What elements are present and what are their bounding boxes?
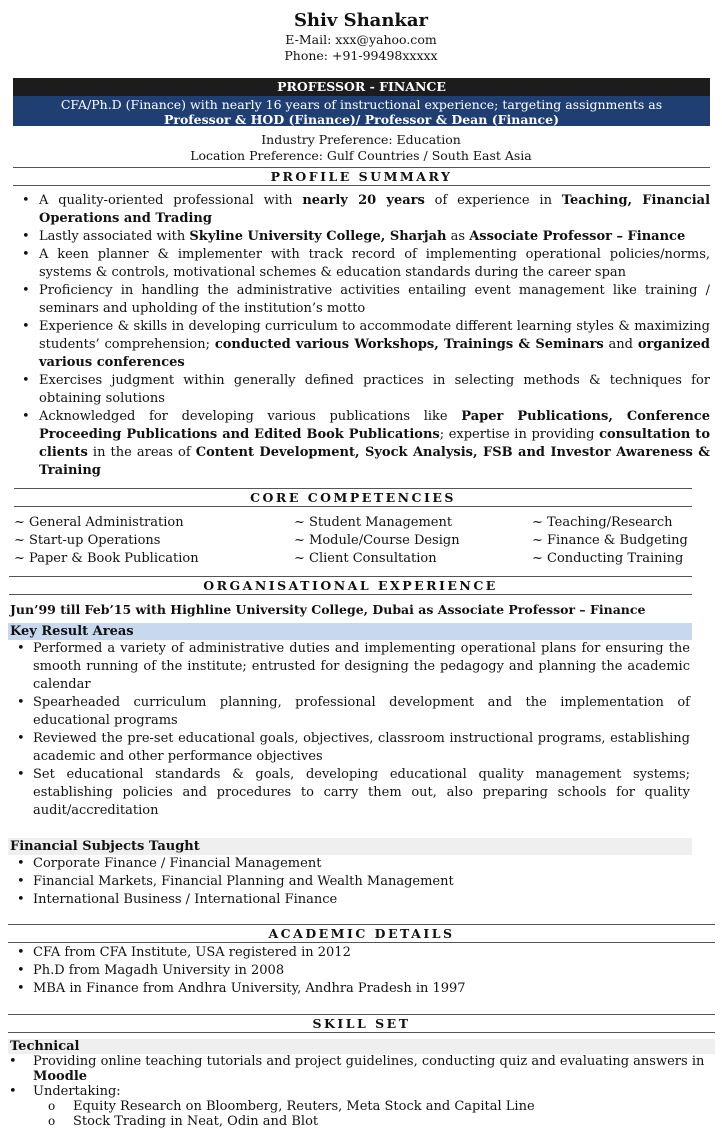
technical-heading: Technical [8,1039,715,1054]
list-item: o Stock Trading in Neat, Odin and Blot [48,1114,722,1129]
core-competencies-heading: CORE COMPETENCIES [14,488,692,507]
profile-summary-list [13,192,710,480]
list-item: • Lastly associated with Skyline University College, Sharjah as Associate Professor – Finance [13,228,710,246]
list-item: • Acknowledged for developing various publications like Paper Publications, Conference Proceeding Publications and Edited Book Publications; expertise in providing consultation to clients in the areas of Content Development, Syock Analysis, FSB and Investor Awareness & Training [13,408,710,480]
list-item: • Performed a variety of administrative duties and implementing operational plans for ensuring the smooth running of the institute; entrusted for designing the pedagogy and planning the academic calendar [8,640,690,694]
email-line: E-Mail: xxx@yahoo.com [285,32,437,47]
candidate-name: Shiv Shankar [293,10,429,31]
objective-banner [13,96,710,126]
skill-list [8,1054,715,1099]
competency-item: ~ Start-up Operations [14,533,161,548]
list-item: • A keen planner & implementer with track record of implementing operational policies/norms, systems & controls, motivational schemes & education standards during the career span [13,246,710,282]
competency-item: ~ Paper & Book Publication [14,551,199,566]
list-item: • Undertaking: [8,1084,715,1099]
profile-summary-heading: PROFILE SUMMARY [13,167,710,186]
list-item: • Spearheaded curriculum planning, professional development and the implementation of educational programs [8,694,690,730]
key-result-areas-list [8,640,690,820]
financial-subjects-heading: Financial Subjects Taught [8,838,692,855]
list-item: • Providing online teaching tutorials and project guidelines, conducting quiz and evaluating answers in Moodle [8,1054,715,1084]
list-item: • Financial Markets, Financial Planning and Wealth Management [8,873,690,891]
target-roles: Professor & HOD (Finance)/ Professor & Dean (Finance) [163,112,559,127]
list-item: • Reviewed the pre-set educational goals, objectives, classroom instructional programs, establishing academic and other performance objectives [8,730,690,766]
contact-block [0,32,722,64]
list-item: • Ph.D from Magadh University in 2008 [8,962,715,980]
list-item: • MBA in Finance from Andhra University, Andhra Pradesh in 1997 [8,980,715,998]
academic-details-heading: ACADEMIC DETAILS [8,924,715,943]
competency-item: ~ General Administration [14,515,184,530]
industry-preference: Industry Preference: Education [261,132,461,147]
list-item: • Corporate Finance / Financial Management [8,855,690,873]
job-title-banner: PROFESSOR - FINANCE [13,78,710,96]
role-line: Jun’99 till Feb’15 with Highline University College, Dubai as Associate Professor – Finance [10,602,646,617]
competency-item: ~ Conducting Training [532,551,684,566]
skill-set-heading: SKILL SET [8,1014,715,1033]
list-item: • Experience & skills in developing curriculum to accommodate different learning styles & maximizing students’ comprehension; conducted various Workshops, Trainings & Seminars and organized various conferences [13,318,710,372]
list-item: • Proficiency in handling the administrative activities entailing event management like training / seminars and upholding of the institution’s motto [13,282,710,318]
skill-sub-list [48,1099,722,1129]
experience-heading: ORGANISATIONAL EXPERIENCE [9,576,692,595]
competency-item: ~ Client Consultation [294,551,437,566]
competency-item: ~ Finance & Budgeting [532,533,688,548]
key-result-areas-heading: Key Result Areas [8,623,692,640]
academic-details-list [8,944,715,998]
location-preference: Location Preference: Gulf Countries / South East Asia [190,148,532,163]
list-item: • Exercises judgment within generally defined practices in selecting methods & techniques for obtaining solutions [13,372,710,408]
list-item: • Set educational standards & goals, developing educational quality management systems; establishing policies and procedures to carry them out, also preparing schools for quality audit/accreditation [8,766,690,820]
list-item: • CFA from CFA Institute, USA registered in 2012 [8,944,715,962]
financial-subjects-list [8,855,690,909]
list-item: • International Business / International Finance [8,891,690,909]
competency-item: ~ Student Management [294,515,453,530]
list-item: • A quality-oriented professional with nearly 20 years of experience in Teaching, Financial Operations and Trading [13,192,710,228]
competency-item: ~ Module/Course Design [294,533,460,548]
phone-line: Phone: +91-99498xxxxx [284,48,438,63]
list-item: o Equity Research on Bloomberg, Reuters, Meta Stock and Capital Line [48,1099,722,1114]
objective-line: CFA/Ph.D (Finance) with nearly 16 years of instructional experience; targeting assignments as [60,97,663,112]
competency-item: ~ Teaching/Research [532,515,673,530]
preferences [0,132,722,164]
competencies-grid [14,514,722,568]
